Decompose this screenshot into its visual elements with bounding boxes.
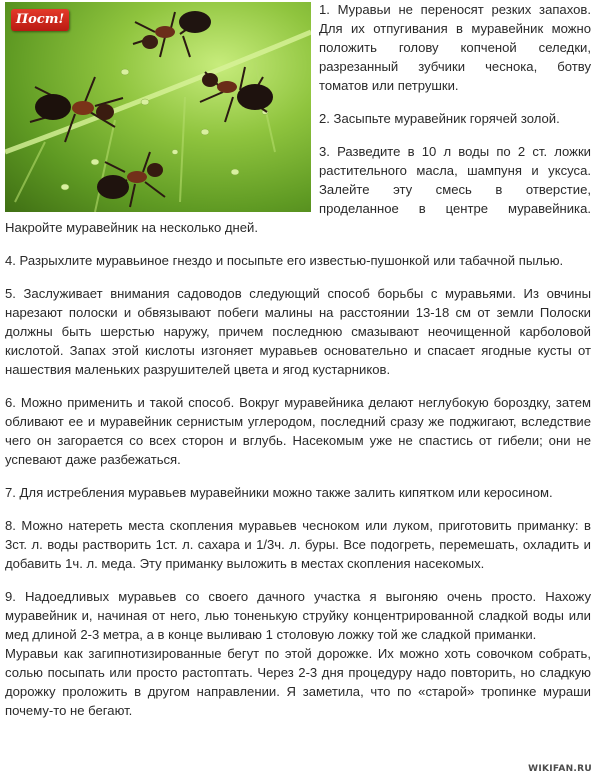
ants-on-leaf-illustration <box>5 2 311 212</box>
article <box>5 0 591 720</box>
paragraph-8: 8. Можно натереть места скопления муравьев чесноком или луком, приготовить приманку: в 3ст. л. воды растворить 1ст. л. сахара и 1/3ч. л. буры. Все подогреть, перемешать, охладить и добавить 1ч. л. меда. Эту приманку выложить в местах скопления насекомых. <box>5 518 591 571</box>
watermark: WIKIFAN.RU <box>528 764 592 774</box>
ants-photo <box>5 2 311 212</box>
paragraph-3: 3. Разведите в 10 л воды по 2 ст. ложки растительного масла, шампуня и уксуса. Залейте эту смесь в отверстие, проделанное в центре муравейника. Накройте муравейник на несколько дней. <box>5 144 591 235</box>
post-badge: Пост! <box>11 9 69 31</box>
paragraph-2: 2. Засыпьте муравейник горячей золой. <box>319 111 560 126</box>
paragraph-6: 6. Можно применить и такой способ. Вокруг муравейника делают неглубокую бороздку, затем обливают ее и муравейник сернистым углеродом, последний сразу же поджигают, вследствие чего он загорается со всех сторон и вглубь. Насекомым уже не спастись от гибели; они не успевают даже разбежаться. <box>5 395 591 467</box>
paragraph-10: Муравьи как загипнотизированные бегут по этой дорожке. Их можно хоть совочком собрать, солью посыпать или просто растоптать. Через 2-3 дня процедуру надо повторить, но сладкую дорожку проложить в другом направлении. Я заметила, что по «старой» тропинке мураши почему-то не бегают. <box>5 646 591 718</box>
paragraph-5: 5. Заслуживает внимания садоводов следующий способ борьбы с муравьями. Из овчины нарезают полоски и обвязывают побеги малины на расстоянии 13-18 см от земли Полоски должны быть шерстью наружу, причем последнюю смазывают неочищенной карболовой кислотой. Запах этой кислоты изгоняет муравьев основательно и спасает ягодные кусты от нашествия маленьких разрушителей цвета и ягод кустарников. <box>5 286 591 377</box>
paragraph-9: 9. Надоедливых муравьев со своего дачного участка я выгоняю очень просто. Нахожу муравейник и, начиная от него, лью тоненькую струйку концентрированной сладкой воды или мед длиной 2-3 метра, а в конце выливаю 1 столовую ложку той же сладкой приманки. <box>5 589 591 642</box>
paragraph-1: 1. Муравьи не переносят резких запахов. Для их отпугивания в муравейник можно положить голову копченой селедки, разрезанный зубчики чеснока, ботву томатов или петрушки. <box>319 2 591 93</box>
paragraph-4: 4. Разрыхлите муравьиное гнездо и посыпьте его известью-пушонкой или табачной пылью. <box>5 253 564 268</box>
paragraph-7: 7. Для истребления муравьев муравейники можно также залить кипятком или керосином. <box>5 485 553 500</box>
